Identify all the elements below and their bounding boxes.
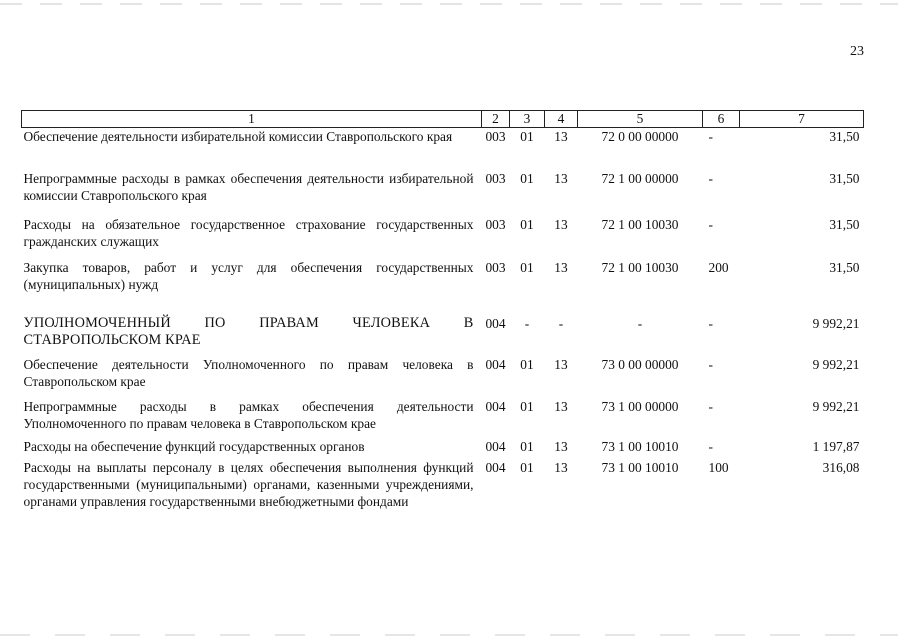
table-row [22,170,864,216]
row-code-3: 01 [520,438,534,454]
row-code-6: 200 [708,259,729,275]
budget-table [21,110,864,529]
row-name: Расходы на обязательное государственное страхование государственных гражданских служащих [23,216,474,249]
row-code-5: 73 1 00 10010 [601,438,679,454]
row-code-2: 004 [485,315,506,331]
row-code-5: 72 1 00 00000 [601,170,679,186]
row-code-3: 01 [520,459,534,475]
table-row [22,438,864,459]
row-sum: 31,50 [829,170,860,186]
row-code-4: 13 [554,398,568,414]
table-row [22,459,864,529]
table-row [22,216,864,259]
column-header-3: 3 [510,111,545,128]
row-sum: 31,50 [829,216,860,232]
row-code-5: - [637,315,643,331]
row-code-6: - [708,356,713,372]
row-code-2: 003 [485,259,506,275]
table-row [22,315,864,356]
row-code-6: - [708,216,713,232]
row-code-6: - [708,170,713,186]
table-row [22,398,864,438]
row-code-5: 72 0 00 00000 [601,129,679,144]
row-sum: 1 197,87 [812,438,860,454]
table-header-row [22,111,864,128]
row-code-4: 13 [554,170,568,186]
row-name: Непрограммные расходы в рамках обеспечения деятельности избирательной комиссии Ставропольского края [23,170,474,203]
row-code-2: 004 [485,459,506,475]
table-row [22,259,864,315]
row-code-5: 72 1 00 10030 [601,216,679,232]
row-code-6: - [708,438,713,454]
scan-artifact-bottom [0,634,898,636]
row-code-6: - [708,398,713,414]
column-header-6: 6 [703,111,740,128]
row-sum: 31,50 [829,129,860,144]
row-code-2: 003 [485,129,506,144]
row-name: Обеспечение деятельности избирательной комиссии Ставропольского края [23,129,453,144]
row-code-4: 13 [554,459,568,475]
row-code-2: 003 [485,216,506,232]
page-number: 23 [850,44,864,59]
row-code-3: 01 [520,398,534,414]
row-code-4: 13 [554,216,568,232]
column-header-1: 1 [22,111,482,128]
row-code-4: 13 [554,438,568,454]
column-header-5: 5 [578,111,703,128]
row-code-2: 003 [485,170,506,186]
row-code-6: - [708,129,713,144]
row-code-6: - [708,315,713,331]
row-sum: 31,50 [829,259,860,275]
row-code-3: 01 [520,216,534,232]
column-header-4: 4 [545,111,578,128]
row-code-3: - [524,315,530,331]
row-sum: 316,08 [822,459,860,475]
row-code-5: 73 0 00 00000 [601,356,679,372]
row-name: Обеспечение деятельности Уполномоченного по правам человека в Ставропольском крае [23,356,474,389]
column-header-7: 7 [740,111,864,128]
row-name: Непрограммные расходы в рамках обеспечения деятельности Уполномоченного по правам человека в Ставропольском крае [23,398,474,431]
row-code-5: 73 1 00 00000 [601,398,679,414]
row-code-5: 72 1 00 10030 [601,259,679,275]
row-code-5: 73 1 00 10010 [601,459,679,475]
row-code-2: 004 [485,356,506,372]
row-name: УПОЛНОМОЧЕННЫЙ ПО ПРАВАМ ЧЕЛОВЕКА В СТАВРОПОЛЬСКОМ КРАЕ [23,314,474,348]
row-sum: 9 992,21 [812,315,860,331]
row-code-6: 100 [708,459,729,475]
row-code-4: 13 [554,356,568,372]
row-code-3: 01 [520,170,534,186]
row-code-2: 004 [485,398,506,414]
row-code-4: - [558,315,564,331]
row-name: Расходы на выплаты персоналу в целях обеспечения выполнения функций государственными (муниципальными) органами, казенными учреждениями, органами управления государственными внебюджетными фондами [23,459,474,509]
table-row [22,356,864,398]
row-code-2: 004 [485,438,506,454]
row-sum: 9 992,21 [812,356,860,372]
row-code-4: 13 [554,259,568,275]
row-code-4: 13 [554,129,568,144]
table-row [22,128,864,170]
row-code-3: 01 [520,259,534,275]
row-name: Закупка товаров, работ и услуг для обеспечения государственных (муниципальных) нужд [23,259,474,292]
row-code-3: 01 [520,356,534,372]
row-sum: 9 992,21 [812,398,860,414]
row-name: Расходы на обеспечение функций государственных органов [23,438,365,454]
scan-artifact-top [0,3,898,5]
row-code-3: 01 [520,129,534,144]
column-header-2: 2 [482,111,510,128]
